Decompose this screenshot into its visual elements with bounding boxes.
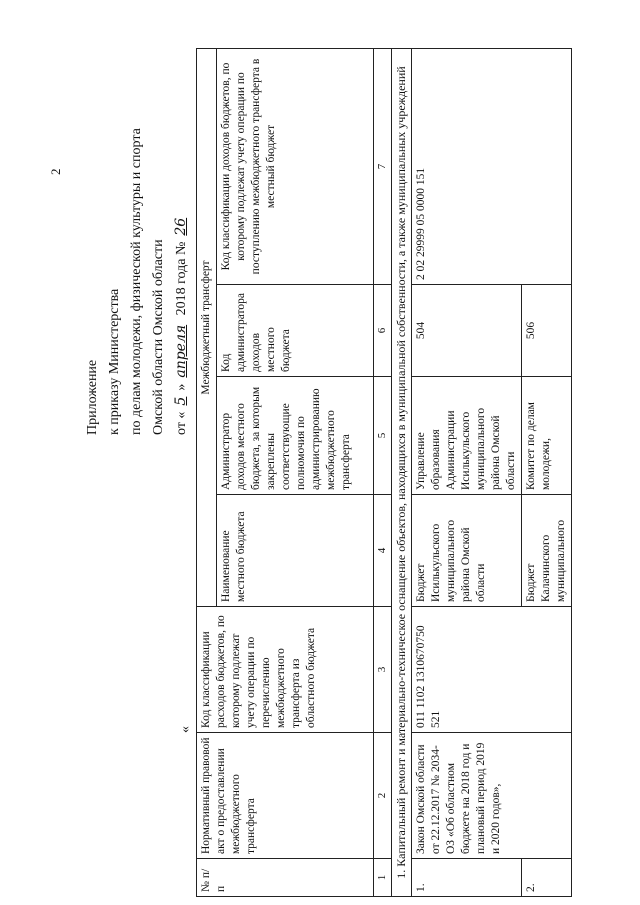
transfer-table: [196, 48, 572, 897]
date-day: 5: [173, 396, 189, 406]
col-header-4: Наименование местного бюджета: [217, 495, 374, 607]
table-header-row-1: [197, 49, 217, 897]
date-mid: »: [174, 383, 189, 391]
header-line-4: Омской области Омской области: [151, 239, 166, 435]
column-number-row: [374, 49, 392, 897]
date-prefix: от «: [174, 411, 189, 435]
revenue-administrator: Управление образования Администрации Исилькульского муниципального района Омской области: [412, 377, 522, 495]
page-number: 2: [48, 168, 63, 175]
expense-code: 011 1102 1310670750 521: [412, 607, 572, 733]
administrator-code: 504: [412, 285, 522, 377]
local-budget: Бюджет Исилькульского муниципального района Омской области: [412, 495, 522, 607]
header-line-3: по делам молодежи, физической культуры и спорта: [129, 128, 144, 435]
section-title: 1. Капитальный ремонт и материально-техническое оснащение объектов, находящихся в муниципальной собственности, а также муниципальных учреждений: [392, 49, 412, 897]
col-number: 7: [374, 49, 392, 285]
order-number: 26: [173, 217, 189, 236]
number-prefix: №: [174, 241, 189, 256]
col-header-1: № п/п: [197, 859, 374, 897]
revenue-administrator: Комитет по делам молодежи,: [522, 377, 572, 495]
header-line-2: к приказу Министерства: [107, 288, 122, 435]
col-number: 6: [374, 285, 392, 377]
local-budget: Бюджет Калачинского муниципального: [522, 495, 572, 607]
opening-quote: «: [178, 726, 193, 733]
section-row: [392, 49, 412, 897]
col-number: 1: [374, 859, 392, 897]
row-number: 2.: [522, 859, 572, 897]
header-line-1: Приложение: [85, 359, 100, 435]
col-header-2: Нормативный правовой акт о предоставлении межбюджетного трансферта: [197, 733, 374, 859]
table-row: [412, 49, 522, 897]
date-year: 2018 года: [174, 258, 189, 316]
col-header-6: Код администратора доходов местного бюджета: [217, 285, 374, 377]
legal-act: Закон Омской области от 22.12.2017 № 2034-ОЗ «Об областном бюджете на 2018 год и плановый период 2019 и 2020 годов»,: [412, 733, 572, 859]
approval-header: [82, 128, 193, 435]
administrator-code: 506: [522, 285, 572, 377]
row-number: 1.: [412, 859, 522, 897]
col-number: 4: [374, 495, 392, 607]
date-month: апреля: [173, 324, 189, 378]
col-number: 3: [374, 607, 392, 733]
header-date-line: [170, 128, 193, 435]
col-number: 2: [374, 733, 392, 859]
group-header: Межбюджетный трансферт: [197, 49, 217, 607]
col-header-7: Код классификации доходов бюджетов, по которому подлежат учету операции по поступлению межбюджетного трансферта в местный бюджет: [217, 49, 374, 285]
income-code: 2 02 29999 05 0000 151: [412, 49, 572, 285]
col-number: 5: [374, 377, 392, 495]
col-header-3: Код классификации расходов бюджетов, по которому подлежат учету операции по перечислению межбюджетного трансферта из областного бюджета: [197, 607, 374, 733]
col-header-5: Администратор доходов местного бюджета, за которым закреплены соответствующие полномочия по администрированию межбюджетного трансферта: [217, 377, 374, 495]
